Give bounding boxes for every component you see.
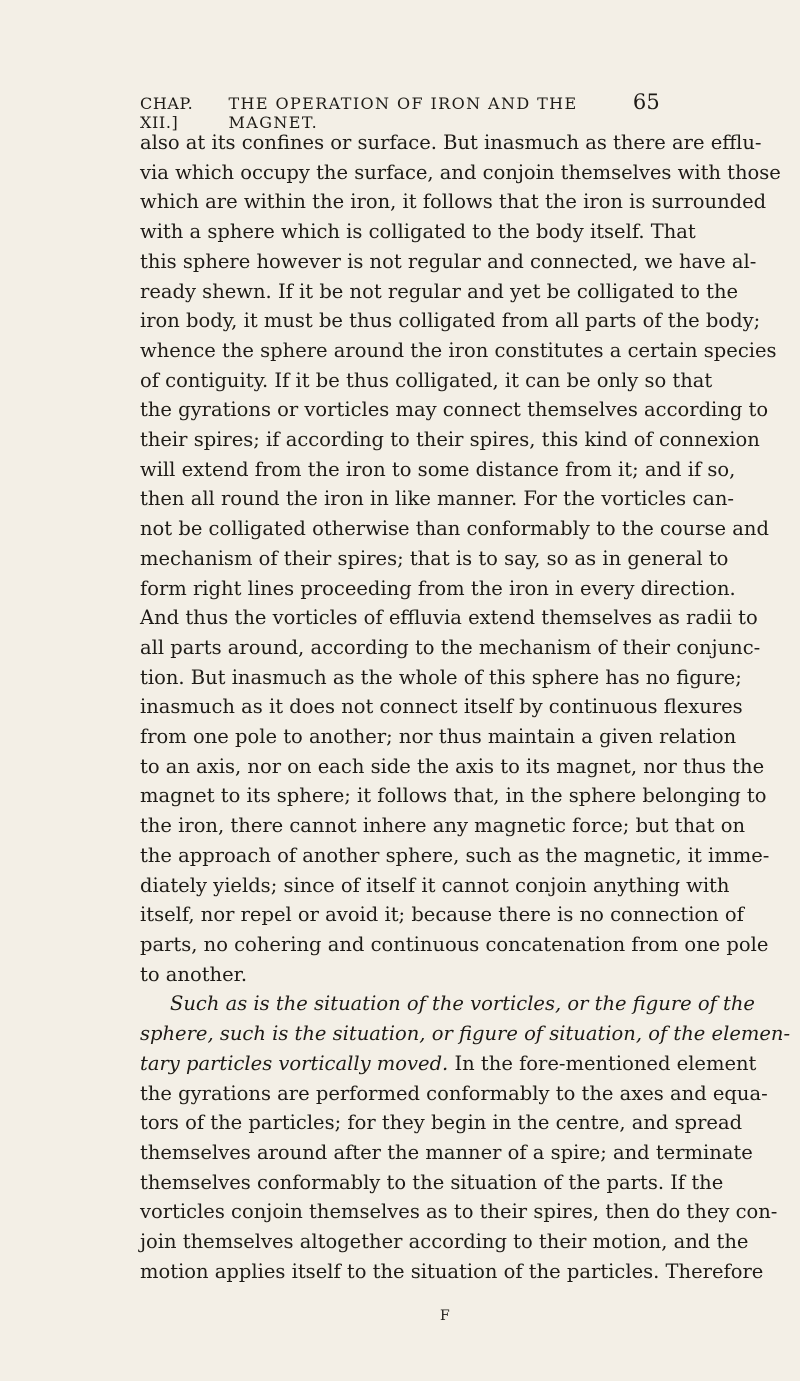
text-line: to another. — [140, 962, 248, 986]
text-line: from one pole to another; nor thus maintain a given relation — [140, 725, 737, 749]
text-line: which are within the iron, it follows that the iron is surrounded — [140, 190, 767, 214]
page-number: 65 — [632, 90, 660, 114]
section-heading-line: Such as is the situation of the vorticles, or the figure of the — [170, 992, 755, 1016]
text-line: tors of the particles; for they begin in the centre, and spread — [140, 1111, 743, 1135]
text-line: via which occupy the surface, and conjoin themselves with those — [140, 160, 781, 184]
text-line: diately yields; since of itself it cannot conjoin anything with — [140, 873, 730, 897]
text-line: the gyrations or vorticles may connect themselves according to — [140, 398, 769, 422]
text-line: ready shewn. If it be not regular and yet be colligated to the — [140, 279, 739, 303]
text-line: join themselves altogether according to their motion, and the — [140, 1230, 749, 1254]
text-line: themselves conformably to the situation of the parts. If the — [140, 1170, 724, 1194]
text-line-mixed — [140, 1049, 757, 1079]
text-line: mechanism of their spires; that is to say, so as in general to — [140, 546, 729, 570]
text-line: motion applies itself to the situation of the particles. Therefore — [140, 1259, 764, 1283]
section-heading-end: tary particles vortically moved. — [140, 1051, 449, 1075]
text-line: form right lines proceeding from the iron in every direction. — [140, 576, 736, 600]
text-line: this sphere however is not regular and connected, we have al- — [140, 249, 757, 273]
chapter-label: CHAP. XII.] — [140, 94, 194, 132]
text-line: with a sphere which is colligated to the body itself. That — [140, 220, 696, 244]
running-head — [140, 90, 660, 132]
text-line: the gyrations are performed conformably to the axes and equa- — [140, 1081, 768, 1105]
text-line: magnet to its sphere; it follows that, in the sphere belonging to — [140, 784, 767, 808]
text-line: their spires; if according to their spires, this kind of connexion — [140, 428, 760, 452]
text-line: vorticles conjoin themselves as to their spires, then do they con- — [140, 1200, 778, 1224]
text-line-tail: In the fore-mentioned element — [454, 1051, 757, 1075]
body-text — [140, 128, 791, 1286]
text-line: the iron, there cannot inhere any magnetic force; but that on — [140, 814, 746, 838]
text-line: all parts around, according to the mechanism of their conjunc- — [140, 635, 761, 659]
signature-mark: F — [440, 1308, 450, 1324]
text-line: itself, nor repel or avoid it; because there is no connection of — [140, 903, 744, 927]
text-line: whence the sphere around the iron constitutes a certain species — [140, 338, 777, 362]
text-line: will extend from the iron to some distance from it; and if so, — [140, 457, 736, 481]
text-line: parts, no cohering and continuous concatenation from one pole — [140, 932, 769, 956]
text-line: of contiguity. If it be thus colligated, it can be only so that — [140, 368, 713, 392]
text-line: not be colligated otherwise than conformably to the course and — [140, 517, 769, 541]
section-heading-line: sphere, such is the situation, or figure of situation, of the elemen- — [140, 1022, 791, 1046]
running-title: THE OPERATION OF IRON AND THE MAGNET. — [228, 94, 578, 132]
text-line: also at its confines or surface. But inasmuch as there are efflu- — [140, 131, 762, 154]
text-line: iron body, it must be thus colligated from all parts of the body; — [140, 309, 761, 333]
text-line: then all round the iron in like manner. For the vorticles can- — [140, 487, 735, 511]
text-line: tion. But inasmuch as the whole of this sphere has no figure; — [140, 665, 742, 689]
text-line: And thus the vorticles of effluvia extend themselves as radii to — [140, 606, 758, 630]
text-line: inasmuch as it does not connect itself by continuous flexures — [140, 695, 743, 719]
text-line: themselves around after the manner of a spire; and terminate — [140, 1140, 753, 1164]
text-line: the approach of another sphere, such as the magnetic, it imme- — [140, 843, 770, 867]
text-line: to an axis, nor on each side the axis to its magnet, nor thus the — [140, 754, 765, 778]
